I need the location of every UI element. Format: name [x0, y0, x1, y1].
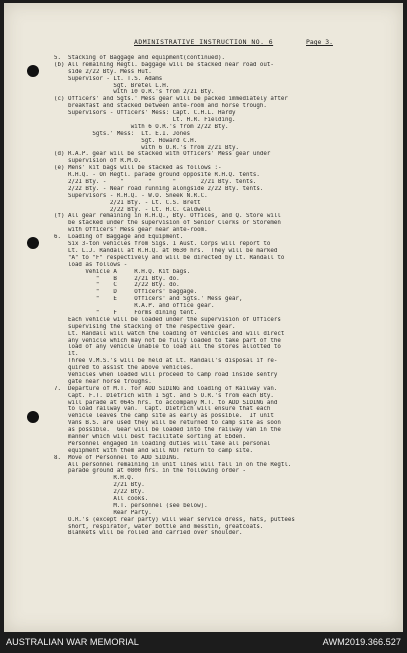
- text-line: Sgts.' Mess: Lt. E.I. Jones: [54, 130, 191, 137]
- text-line: " D Officers' baggage.: [54, 289, 198, 296]
- text-line: short, respirator, water bottle and messtin, greatcoats.: [54, 523, 264, 530]
- text-line: supervising the stacking of the respective gear.: [54, 323, 236, 330]
- text-line: 2/22 Bty. - Near road running alongside 2/22 Bty. tents.: [54, 185, 264, 192]
- text-line: R.H.Q.: [54, 475, 135, 482]
- document-title: ADMINISTRATIVE INSTRUCTION NO. 6: [134, 38, 274, 46]
- text-line: with 10 O.R.'s from 2/21 Bty.: [54, 89, 215, 96]
- text-line: Lt. L.J. Randall at R.H.Q. at 0630 hrs. They will be marked: [54, 247, 278, 254]
- document-header: [4, 38, 403, 48]
- text-line: R.A.P. and office gear.: [54, 303, 215, 310]
- text-line: equipment with them and will NOT return to camp site.: [54, 447, 253, 454]
- text-line: parade ground at 0800 hrs. in the following order -: [54, 468, 246, 475]
- text-line: 6. Loading of Baggage and Equipment.: [54, 234, 184, 241]
- document-body: [54, 55, 394, 537]
- text-line: any vehicle which may not be fully loaded to take part of the: [54, 337, 281, 344]
- text-line: Capt. F.T. Dietrich with 1 Sgt. and 5 O.R.'s from each Bty.: [54, 392, 274, 399]
- text-line: " B 2/21 Bty. do.: [54, 275, 180, 282]
- text-line: Vehicles when loaded will proceed to Camp road inside sentry: [54, 371, 278, 378]
- text-line: " E Officers' and Sgts.' Mess gear,: [54, 296, 243, 303]
- text-line: O.R.'s (except rear party) will wear service dress, hats, puttees: [54, 516, 295, 523]
- text-line: 2/22 Bty. - Lt. H.C. Caldwell: [54, 206, 212, 213]
- text-line: Lt. H.R. Fielding.: [54, 117, 236, 124]
- text-line: (b) All remaining Regtl. baggage will be stacked near road out-: [54, 61, 274, 68]
- text-line: All cooks.: [54, 496, 149, 502]
- text-line: as possible. Gear will be loaded into the railway van in the: [54, 427, 281, 434]
- text-line: with 6 O.R.'s from 2/21 Bty.: [54, 144, 239, 151]
- text-line: R.H.Q. - On Regtl. parade ground opposite R.H.Q. tents.: [54, 172, 260, 179]
- text-line: (e) Mens' kit bags will be stacked as follows :-: [54, 165, 222, 172]
- text-line: " F Forms dining tent.: [54, 309, 198, 316]
- text-line: Lt. Randall will watch the loading of vehicles and will direct: [54, 330, 285, 337]
- text-line: manner which will best facilitate sorting at Ebden.: [54, 433, 246, 440]
- text-line: " C 2/22 Bty. do.: [54, 282, 180, 289]
- punch-hole: [27, 65, 39, 77]
- document-page: [4, 3, 403, 632]
- text-line: Personnel engaged in loading duties will take all personal: [54, 440, 271, 447]
- text-line: (f) All gear remaining in R.H.Q., Bty. Offices, and Q. Store will: [54, 213, 281, 220]
- text-line: with Officers' Mess gear near ante-room.: [54, 227, 208, 234]
- text-line: Each vehicle will be loaded under the supervision of Officers: [54, 316, 281, 323]
- text-line: 8. Move of Personnel to ADD SIDING.: [54, 454, 180, 461]
- text-line: (d) R.A.P. gear will be stacked with Officers' Mess gear under: [54, 151, 271, 158]
- institution-label: AUSTRALIAN WAR MEMORIAL: [6, 637, 139, 647]
- text-line: Three V.M.S.'s will be held at Lt. Randall's disposal if re-: [54, 358, 278, 365]
- text-line: vehicle leaves the camp site as early as possible. If unit: [54, 413, 274, 420]
- text-line: Supervisors - R.H.Q. - W.O. Sneek N.R.C.: [54, 192, 208, 199]
- text-line: All personnel remaining in unit lines will fall in on the Regtl.: [54, 461, 292, 468]
- text-line: "A" to "F" respectively and will be directed by Lt. Randall to: [54, 254, 285, 261]
- text-line: 2/22 Bty.: [54, 489, 145, 496]
- punch-hole: [27, 237, 39, 249]
- text-line: Vans B.S. are used they will be returned to camp site as soon: [54, 420, 281, 427]
- text-line: load of any vehicle unable to load all the stores allotted to: [54, 344, 281, 351]
- text-line: 2/21 Bty. - Lt. C.S. Brett: [54, 199, 201, 206]
- text-line: with 6 O.R.'s from 2/22 Bty.: [54, 123, 229, 130]
- text-line: Blankets will be rolled and carried over shoulder.: [54, 530, 243, 537]
- page-number: Page 3.: [306, 38, 333, 46]
- text-line: 2/21 Bty.: [54, 482, 145, 489]
- text-line: 5. Stacking of Baggage and equipment(continued).: [54, 55, 226, 61]
- text-line: Sgt. Howard C.H.: [54, 137, 198, 144]
- text-line: will parade at 0645 hrs. to accompany M.T. to ADD SIDING and: [54, 399, 278, 406]
- reference-number: AWM2019.366.527: [322, 637, 401, 647]
- text-line: load as follows -: [54, 261, 128, 268]
- text-line: M.T. personnel (see below).: [54, 502, 208, 509]
- punch-hole: [27, 411, 39, 423]
- text-line: Supervisors - Officers' Mess: Capt. C.H.L. Hardy: [54, 110, 236, 117]
- text-line: Six 3-ton vehicles from Sigs. 1 Aust. Corps will report to: [54, 241, 271, 248]
- text-line: breakfast and stacked between ante-room and horse trough.: [54, 103, 267, 110]
- text-line: it.: [54, 351, 79, 358]
- text-line: Supervisor - Lt. T.S. Adams: [54, 75, 163, 82]
- text-line: be stacked under the supervision of Senior Clerks or Storemen: [54, 220, 281, 227]
- text-line: quired to assist the above vehicles.: [54, 365, 194, 372]
- text-line: Vehicle A R.H.Q. Kit bags.: [54, 268, 191, 275]
- text-line: to load railway van. Capt. Dietrich will ensure that each: [54, 406, 271, 413]
- text-line: Sgt. Bretel L.H.: [54, 82, 170, 89]
- text-line: supervision of R.M.O.: [54, 158, 142, 165]
- text-line: 2/21 Bty. - " " " 2/21 Bty. tents.: [54, 179, 257, 186]
- text-line: 7. Departure of M.T. for ADD SIDING and loading of Railway van.: [54, 385, 278, 392]
- text-line: (c) Officers' and Sgts.' Mess gear will be packed immediately after: [54, 96, 288, 103]
- archive-footer: [0, 632, 407, 653]
- text-line: Rear Party.: [54, 509, 152, 516]
- text-line: gate near horse troughs.: [54, 378, 152, 385]
- text-line: side 2/22 Bty. Mess Hut.: [54, 68, 152, 75]
